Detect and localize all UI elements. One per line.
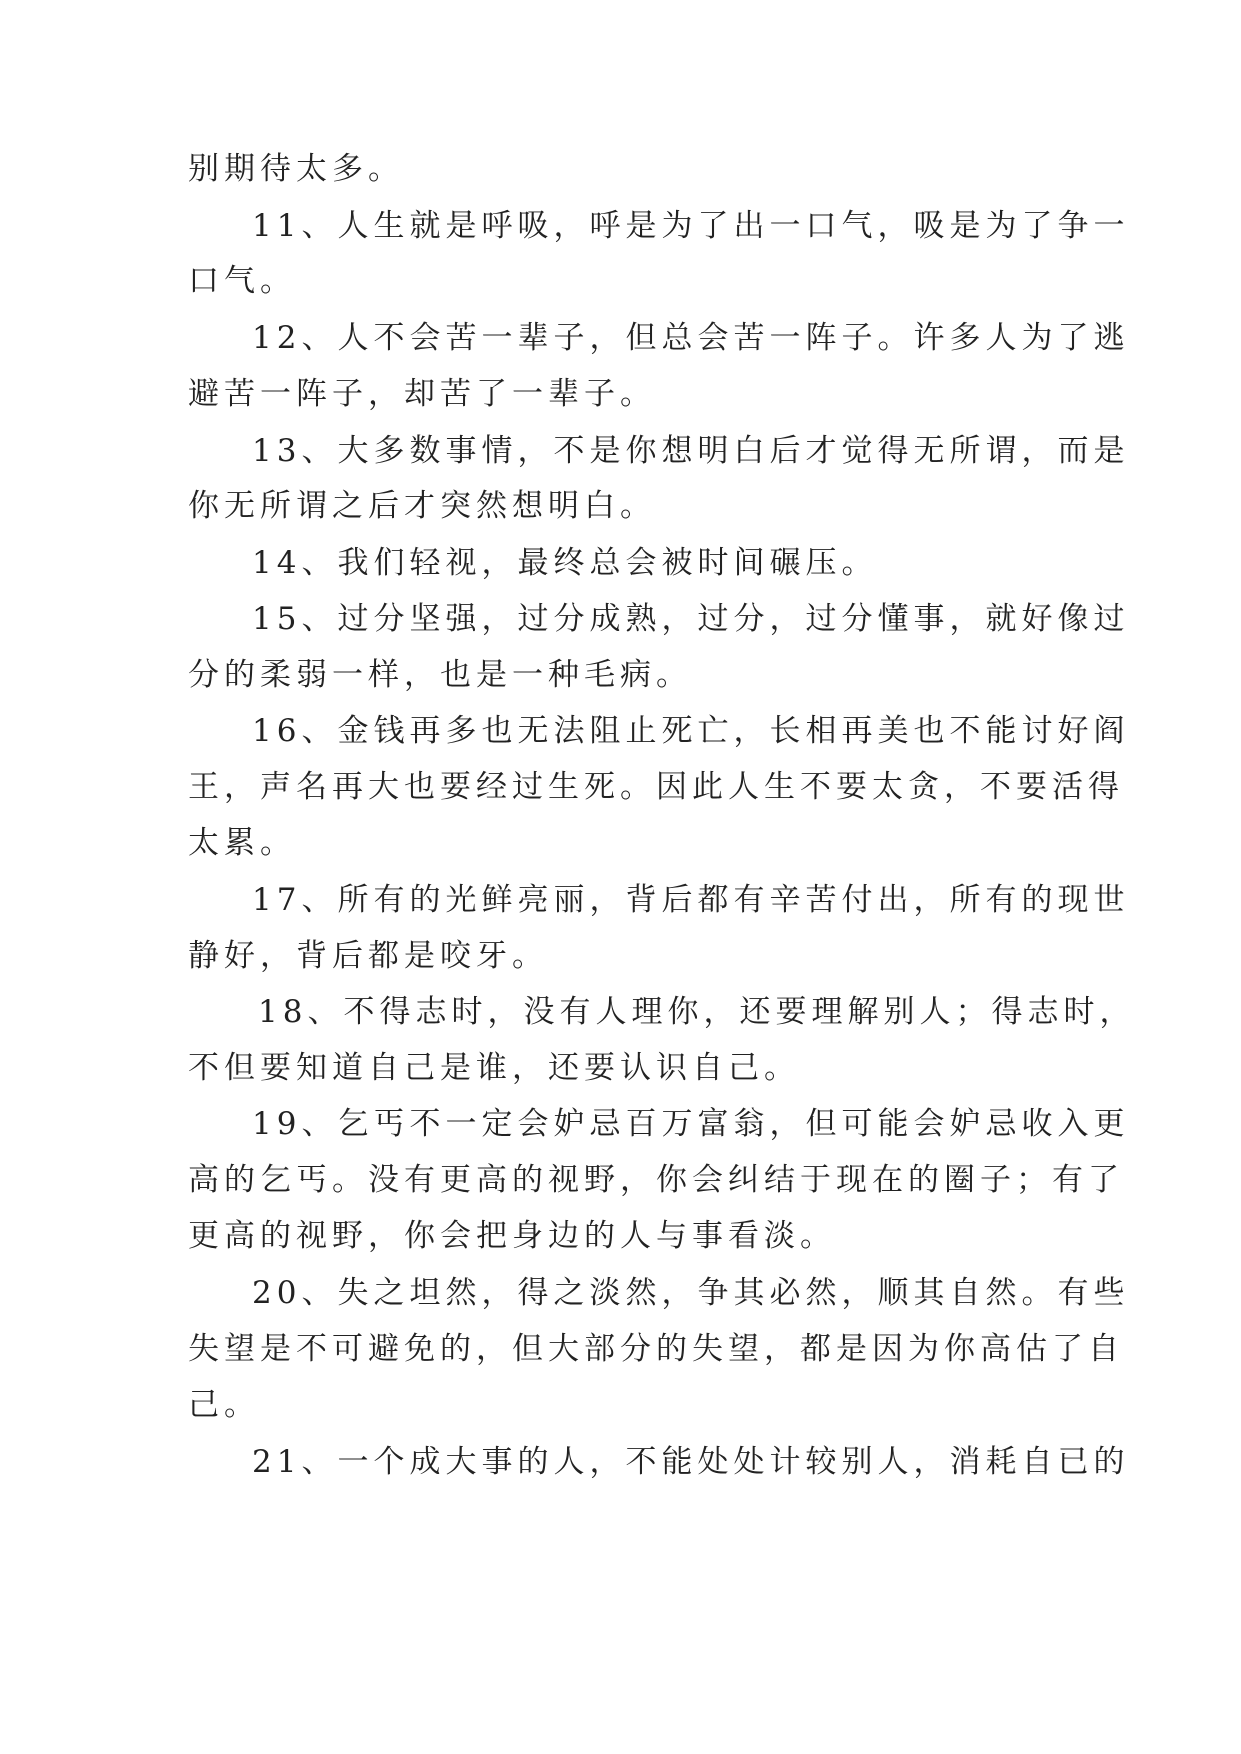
paragraph-16-line-2: 王，声名再大也要经过生死。因此人生不要太贪，不要活得 bbox=[188, 769, 1124, 805]
paragraph-12-line-2: 避苦一阵子，却苦了一辈子。 bbox=[188, 376, 656, 412]
paragraph-15-line-2: 分的柔弱一样，也是一种毛病。 bbox=[188, 657, 692, 693]
paragraph-17-line-2: 静好，背后都是咬牙。 bbox=[188, 938, 548, 974]
paragraph-18-line-1: 18、不得志时，没有人理你，还要理解别人；得志时， bbox=[258, 994, 1136, 1030]
paragraph-11-line-2: 口气。 bbox=[188, 263, 296, 299]
paragraph-18-line-2: 不但要知道自己是谁，还要认识自己。 bbox=[188, 1050, 800, 1086]
paragraph-16-line-1: 16、金钱再多也无法阻止死亡，长相再美也不能讨好阎 bbox=[252, 713, 1130, 749]
paragraph-15-line-1: 15、过分坚强，过分成熟，过分，过分懂事，就好像过 bbox=[252, 601, 1130, 637]
paragraph-14-line-1: 14、我们轻视，最终总会被时间碾压。 bbox=[252, 545, 878, 581]
paragraph-20-line-2: 失望是不可避免的，但大部分的失望，都是因为你高估了自 bbox=[188, 1331, 1124, 1367]
text-line: 别期待太多。 bbox=[188, 151, 404, 187]
paragraph-20-line-1: 20、失之坦然，得之淡然，争其必然，顺其自然。有些 bbox=[252, 1275, 1130, 1311]
paragraph-19-line-1: 19、乞丐不一定会妒忌百万富翁，但可能会妒忌收入更 bbox=[252, 1106, 1130, 1142]
paragraph-16-line-3: 太累。 bbox=[188, 825, 296, 861]
paragraph-19-line-2: 高的乞丐。没有更高的视野，你会纠结于现在的圈子；有了 bbox=[188, 1162, 1124, 1198]
paragraph-21-line-1: 21、一个成大事的人，不能处处计较别人，消耗自已的 bbox=[252, 1444, 1130, 1480]
paragraph-13-line-2: 你无所谓之后才突然想明白。 bbox=[188, 488, 656, 524]
paragraph-20-line-3: 己。 bbox=[188, 1387, 260, 1423]
paragraph-19-line-3: 更高的视野，你会把身边的人与事看淡。 bbox=[188, 1218, 836, 1254]
paragraph-13-line-1: 13、大多数事情，不是你想明白后才觉得无所谓，而是 bbox=[252, 433, 1130, 469]
paragraph-11-line-1: 11、人生就是呼吸，呼是为了出一口气，吸是为了争一 bbox=[252, 208, 1130, 244]
paragraph-12-line-1: 12、人不会苦一辈子，但总会苦一阵子。许多人为了逃 bbox=[252, 320, 1130, 356]
paragraph-17-line-1: 17、所有的光鲜亮丽，背后都有辛苦付出，所有的现世 bbox=[252, 882, 1130, 918]
